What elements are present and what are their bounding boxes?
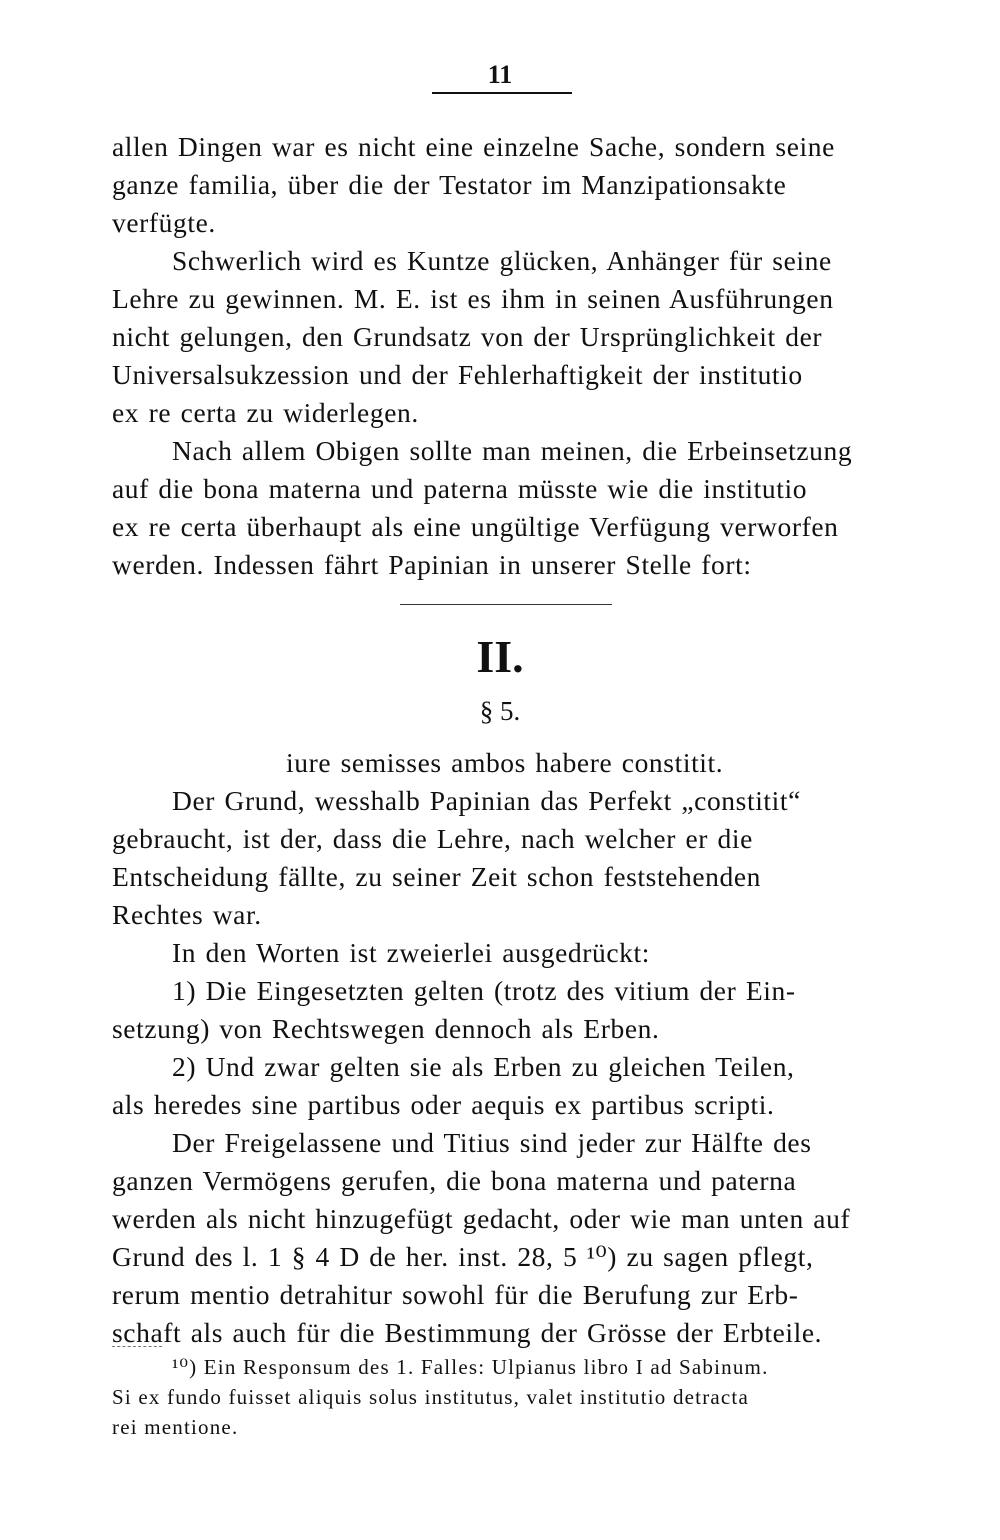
footnote-rule <box>112 1346 162 1347</box>
text-line: setzung) von Rechtswegen dennoch als Erben. <box>112 1013 660 1044</box>
text-line: Schwerlich wird es Kuntze glücken, Anhänger für seine <box>172 245 832 276</box>
section-divider <box>400 604 612 605</box>
text-line: 1) Die Eingesetzten gelten (trotz des vitium der Ein- <box>172 975 796 1006</box>
footnote-line: Si ex fundo fuisset aliquis solus institutus, valet institutio detracta <box>112 1385 749 1409</box>
body-text-top <box>112 128 902 584</box>
text-line: Entscheidung fällte, zu seiner Zeit schon feststehenden <box>112 861 762 892</box>
text-line: 2) Und zwar gelten sie als Erben zu gleichen Teilen, <box>172 1051 795 1082</box>
page-number: 11 <box>487 60 513 89</box>
text-line: Der Freigelassene und Titius sind jeder zur Hälfte des <box>172 1127 812 1158</box>
footnote <box>112 1352 904 1442</box>
text-line: gebraucht, ist der, dass die Lehre, nach welcher er die <box>112 823 753 854</box>
text-line: werden. Indessen fährt Papinian in unserer Stelle fort: <box>112 549 752 580</box>
text-line: als heredes sine partibus oder aequis ex partibus scripti. <box>112 1089 775 1120</box>
quoted-line: iure semisses ambos habere constitit. <box>286 747 724 778</box>
section-title: II. <box>476 631 524 682</box>
text-line: allen Dingen war es nicht eine einzelne Sache, sondern seine <box>112 131 835 162</box>
text-line: Lehre zu gewinnen. M. E. ist es ihm in seinen Ausführungen <box>112 283 834 314</box>
body-text-bottom <box>112 744 902 1352</box>
text-line: ex re certa überhaupt als eine ungültige Verfügung verworfen <box>112 511 839 542</box>
text-line: Rechtes war. <box>112 899 262 930</box>
text-line: rerum mentio detrahitur sowohl für die Berufung zur Erb- <box>112 1279 799 1310</box>
paragraph-number: § 5. <box>479 696 521 726</box>
text-line: ganzen Vermögens gerufen, die bona materna und paterna <box>112 1165 797 1196</box>
text-line: In den Worten ist zweierlei ausgedrückt: <box>172 937 651 968</box>
text-line: Grund des l. 1 § 4 D de her. inst. 28, 5 ¹⁰) zu sagen pflegt, <box>112 1241 814 1272</box>
text-line: Universalsukzession und der Fehlerhaftigkeit der institutio <box>112 359 803 390</box>
text-line: Nach allem Obigen sollte man meinen, die Erbeinsetzung <box>172 435 853 466</box>
header-rule <box>432 92 572 94</box>
text-line: ganze familia, über die der Testator im Manzipationsakte <box>112 169 787 200</box>
text-line: Der Grund, wesshalb Papinian das Perfekt „constitit“ <box>172 785 801 816</box>
footnote-line: ¹⁰) Ein Responsum des 1. Falles: Ulpianus libro I ad Sabinum. <box>172 1355 769 1379</box>
footnote-line: rei mentione. <box>112 1415 239 1439</box>
text-line: nicht gelungen, den Grundsatz von der Ursprünglichkeit der <box>112 321 823 352</box>
text-line: schaft als auch für die Bestimmung der Grösse der Erbteile. <box>112 1317 823 1348</box>
text-line: werden als nicht hinzugefügt gedacht, oder wie man unten auf <box>112 1203 851 1234</box>
text-line: ex re certa zu widerlegen. <box>112 397 419 428</box>
text-line: auf die bona materna und paterna müsste wie die institutio <box>112 473 808 504</box>
text-line: verfügte. <box>112 207 216 238</box>
